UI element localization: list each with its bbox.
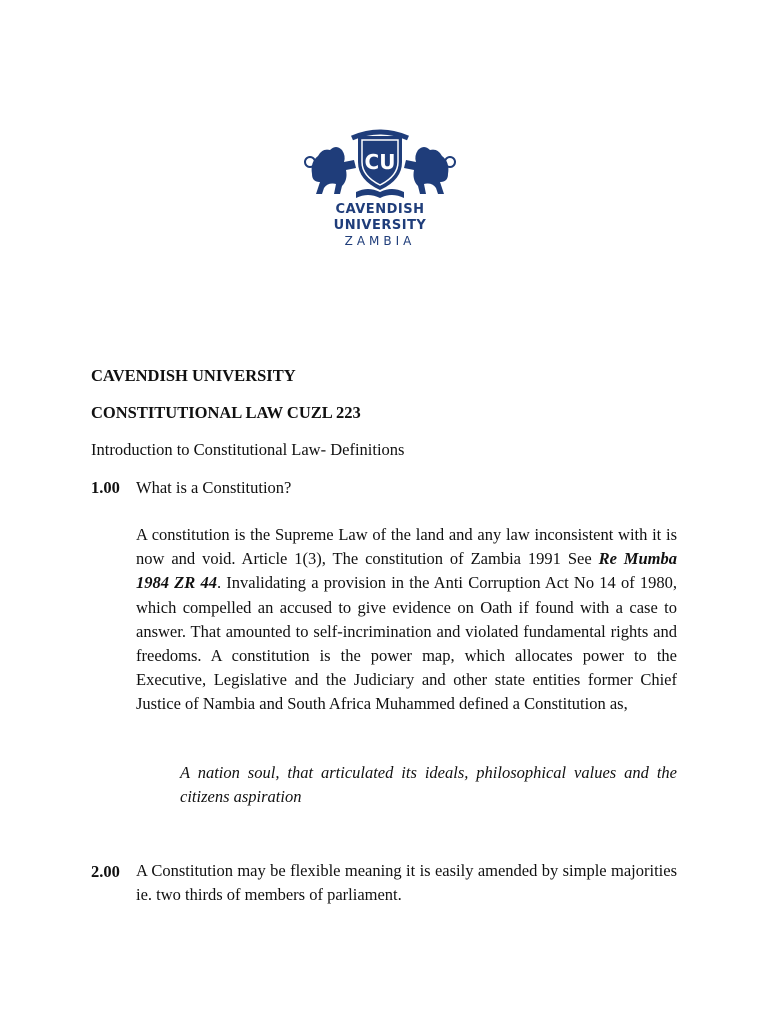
section-number-2: 2.00 [91, 862, 120, 881]
section-question-1: What is a Constitution? [136, 478, 292, 497]
svg-text:CU: CU [364, 150, 396, 174]
case-citation: Re Mumba 1984 ZR 44 [136, 549, 677, 593]
university-heading: CAVENDISH UNIVERSITY [91, 366, 296, 385]
crest-icon [300, 122, 460, 202]
university-logo [300, 122, 460, 252]
section-paragraph-1 [136, 523, 677, 717]
logo-text-zambia: ZAMBIA [344, 234, 416, 248]
topic-subtitle: Introduction to Constitutional Law- Definitions [91, 440, 405, 459]
logo-text-cavendish: CAVENDISH [335, 202, 425, 217]
section-number-1: 1.00 [91, 478, 120, 497]
course-heading: CONSTITUTIONAL LAW CUZL 223 [91, 403, 361, 422]
paragraph-text: A constitution is the Supreme Law of the land and any law inconsistent with it is now and void. Article 1(3), The constitution of Zambia 1991 See [136, 525, 677, 569]
block-quote: A nation soul, that articulated its ideals, philosophical values and the citizens aspiration [180, 763, 677, 807]
logo-text-university: UNIVERSITY [333, 218, 427, 233]
section-paragraph-2: A Constitution may be flexible meaning it is easily amended by simple majorities ie. two thirds of members of parliament. [136, 861, 677, 905]
paragraph-text: . Invalidating a provision in the Anti Corruption Act No 14 of 1980, which compelled an accused to give evidence on Oath if found with a case to answer. That amounted to self-incrimination and violated fundamental rights and freedoms. A constitution is the power map, which allocates power to the Executive, Legislative and the Judiciary and other state entities former Chief Justice of Nambia and South Africa Muhammed defined a Constitution as, [136, 573, 677, 714]
